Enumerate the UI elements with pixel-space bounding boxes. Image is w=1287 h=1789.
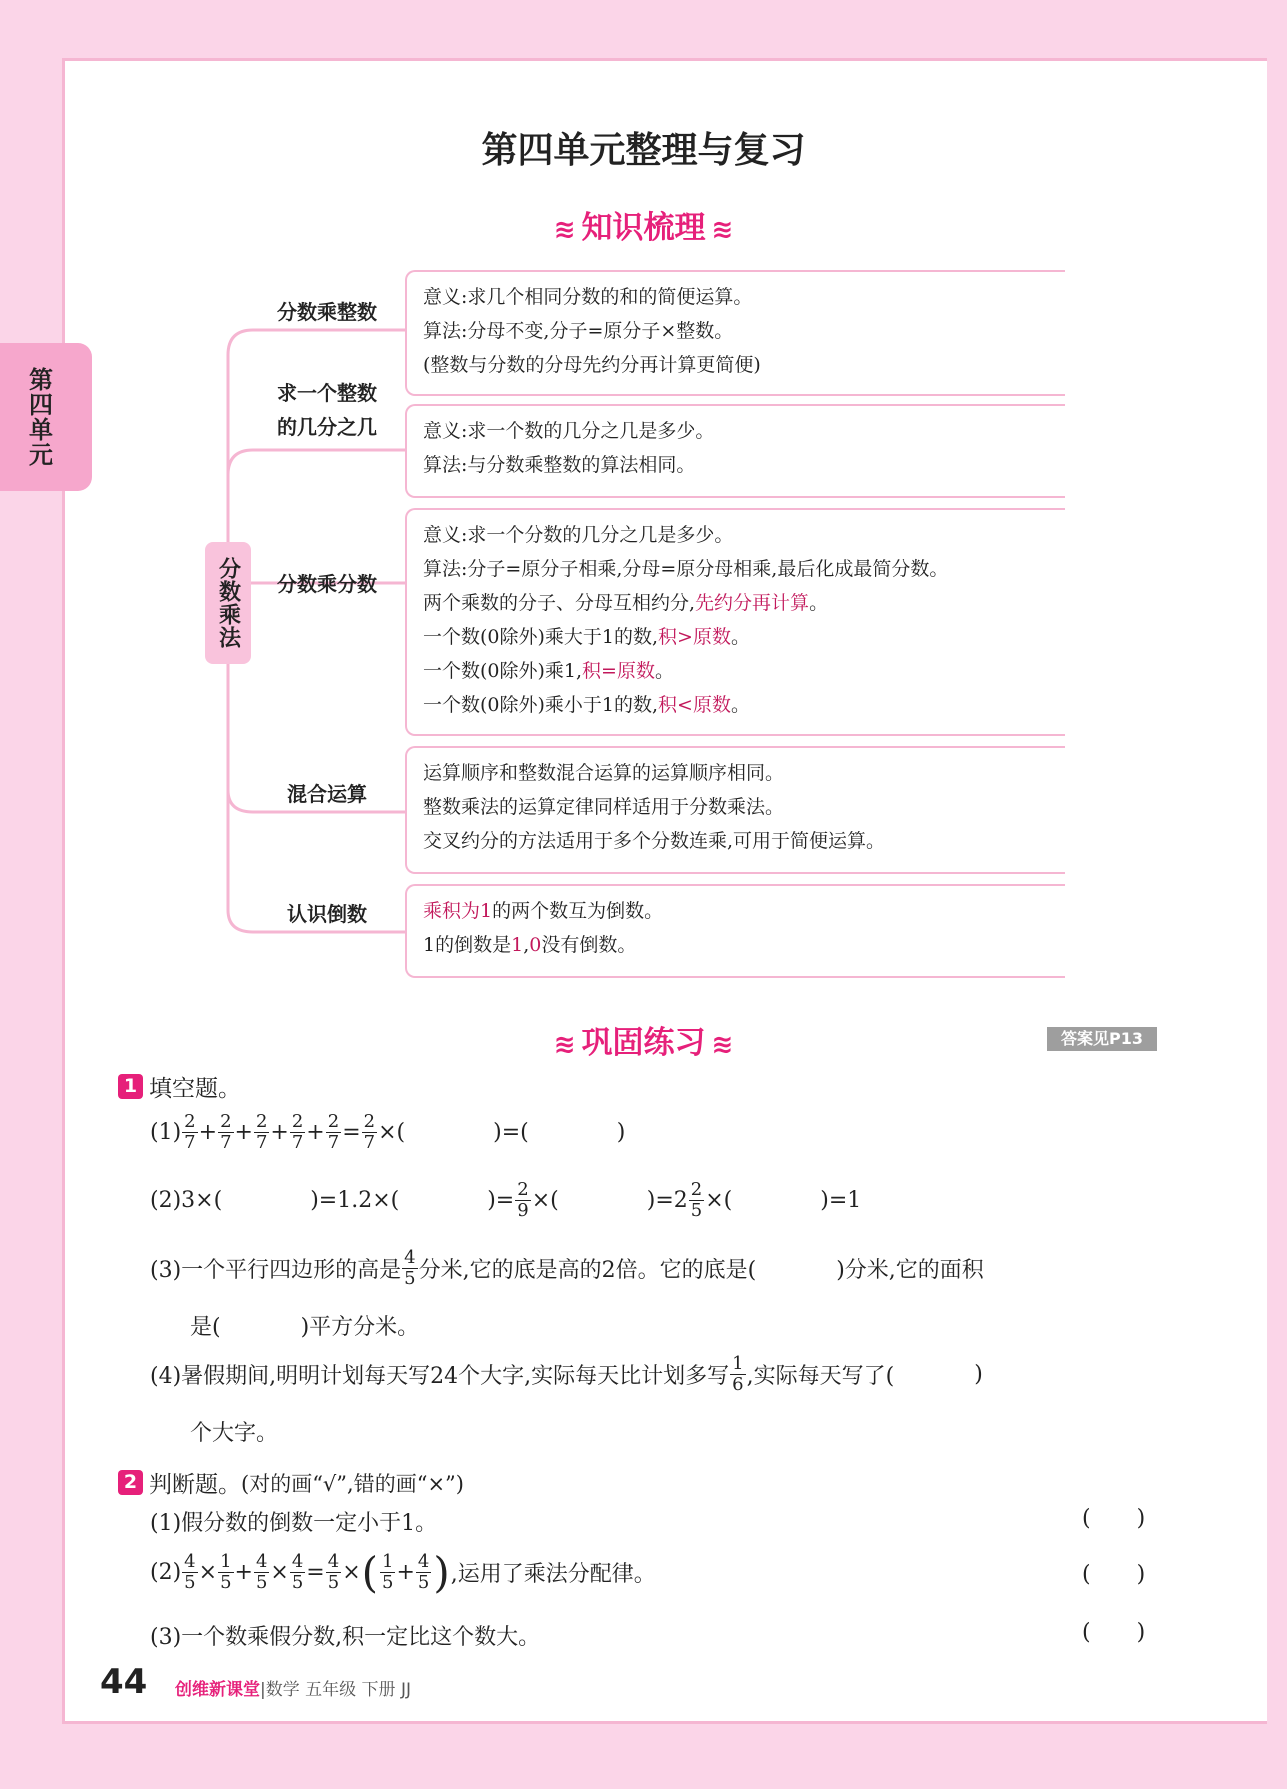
question-item: (1)假分数的倒数一定小于1。 xyxy=(150,1511,438,1536)
footer-term: 下册 xyxy=(361,1680,396,1700)
fraction: $\frac{4}{5}$ xyxy=(404,1247,416,1289)
fraction: $\frac{2}{9}$ xyxy=(517,1179,529,1221)
question-title: 判断题。 xyxy=(149,1472,241,1498)
fraction: $\frac{4}{5}$ xyxy=(184,1551,196,1593)
knowledge-box xyxy=(405,884,1065,978)
highlight-text: 乘积为1 xyxy=(423,900,493,922)
highlight-text: 积<原数 xyxy=(658,694,731,716)
fraction: $\frac{2}{5}$ xyxy=(690,1179,703,1221)
branch-label-line: 求一个整数 xyxy=(277,381,377,405)
question-item: (3)一个平行四边形的高是 $\frac{4}{5}$ 分米,它的底是高的2倍。它的底是( )分米,它的面积 xyxy=(150,1247,984,1289)
knowledge-box xyxy=(405,508,1065,736)
fraction: $\frac{2}{7}$ xyxy=(327,1111,340,1153)
question-item: (2)3×( )=1.2×( )= $\frac{2}{9}$ ×( )=2 $\frac{2}{5}$ ×( )=1 xyxy=(150,1179,862,1221)
knowledge-box xyxy=(405,746,1065,874)
question-number-badge: 1 xyxy=(118,1074,143,1099)
highlight-text: 0 xyxy=(529,934,542,956)
fraction: $\frac{1}{5}$ xyxy=(220,1551,232,1593)
fraction: $\frac{1}{6}$ xyxy=(732,1353,744,1395)
wave-icon: ≋ xyxy=(553,1030,576,1060)
branch-label: 混合运算 xyxy=(287,782,367,806)
knowledge-line: 一个数(0除外)乘大于1的数,积>原数。 xyxy=(423,626,750,648)
knowledge-line: 整数乘法的运算定律同样适用于分数乘法。 xyxy=(423,796,785,818)
page-number: 44 xyxy=(100,1662,148,1702)
knowledge-line: 运算顺序和整数混合运算的运算顺序相同。 xyxy=(423,762,785,784)
unit-side-tab-label: 第四单元 xyxy=(24,367,53,467)
knowledge-line: 一个数(0除外)乘1,积=原数。 xyxy=(423,660,674,682)
branch-label xyxy=(262,376,392,444)
question-item: (3)一个数乘假分数,积一定比这个数大。 xyxy=(150,1625,541,1650)
answer-reference-badge: 答案见P13 xyxy=(1047,1027,1157,1051)
fraction: $\frac{2}{7}$ xyxy=(291,1111,304,1153)
branch-label: 分数乘分数 xyxy=(277,572,377,596)
fraction: $\frac{2}{7}$ xyxy=(184,1111,196,1153)
section-heading-label: 巩固练习 xyxy=(581,1025,706,1061)
knowledge-box xyxy=(405,404,1065,498)
question-item: (2) $\frac{4}{5}$ × $\frac{1}{5}$ + $\frac{4}{5}$ × $\frac{4}{5}$ = $\frac{4}{5}$ × ( $\frac{1}{5}$ + $\frac{4}{5}$ ) ,运用了乘法分配律。 xyxy=(150,1547,656,1597)
knowledge-line: 一个数(0除外)乘小于1的数,积<原数。 xyxy=(423,694,750,716)
question-item-continued: 个大字。 xyxy=(190,1421,279,1446)
wave-icon: ≋ xyxy=(711,215,734,245)
question-item: (1) $\frac{2}{7}$ + $\frac{2}{7}$ + $\frac{2}{7}$ + $\frac{2}{7}$ + $\frac{2}{7}$ = $\frac{2}{7}$ ×( )=( ) xyxy=(150,1111,626,1153)
branch-label: 认识倒数 xyxy=(287,902,367,926)
knowledge-line: 意义:求几个相同分数的和的简便运算。 xyxy=(423,286,753,308)
question-number-badge: 2 xyxy=(118,1470,143,1495)
judgement-answer-slot[interactable]: ( ) xyxy=(1082,1506,1146,1531)
tree-root-label: 分数乘法 xyxy=(215,557,241,649)
wave-icon: ≋ xyxy=(553,215,576,245)
footer-edition: JJ xyxy=(400,1680,411,1700)
branch-label: 分数乘整数 xyxy=(277,300,377,324)
fraction: $\frac{2}{7}$ xyxy=(363,1111,376,1153)
series-brand: 创维新课堂 xyxy=(175,1680,260,1700)
knowledge-line: 算法:分子=原分子相乘,分母=原分母相乘,最后化成最简分数。 xyxy=(423,558,949,580)
branch-label-line: 的几分之几 xyxy=(277,415,377,439)
footer-series: 创维新课堂|数学 五年级 下册 JJ xyxy=(175,1680,411,1700)
tree-root xyxy=(205,542,251,664)
fraction: $\frac{4}{5}$ xyxy=(327,1551,340,1593)
footer-grade: 五年级 xyxy=(305,1680,357,1700)
highlight-text: 积=原数 xyxy=(582,660,655,682)
knowledge-line: (整数与分数的分母先约分再计算更简便) xyxy=(423,354,761,376)
knowledge-line: 算法:与分数乘整数的算法相同。 xyxy=(423,454,696,476)
judgement-answer-slot[interactable]: ( ) xyxy=(1082,1620,1146,1645)
question-heading xyxy=(118,1070,241,1103)
fraction: $\frac{1}{5}$ xyxy=(382,1551,394,1593)
highlight-text: 先约分再计算 xyxy=(695,592,810,614)
connector-line xyxy=(228,450,405,480)
knowledge-line: 意义:求一个分数的几分之几是多少。 xyxy=(423,524,734,546)
knowledge-line: 乘积为1的两个数互为倒数。 xyxy=(423,900,664,922)
question-heading xyxy=(118,1466,464,1499)
knowledge-line: 交叉约分的方法适用于多个分数连乘,可用于简便运算。 xyxy=(423,830,886,852)
section-heading-label: 知识梳理 xyxy=(581,210,706,246)
fraction: $\frac{2}{7}$ xyxy=(220,1111,232,1153)
judgement-answer-slot[interactable]: ( ) xyxy=(1082,1562,1146,1587)
fraction: $\frac{2}{7}$ xyxy=(255,1111,268,1153)
knowledge-line: 意义:求一个数的几分之几是多少。 xyxy=(423,420,715,442)
question-title: 填空题。 xyxy=(149,1076,241,1102)
fraction: $\frac{4}{5}$ xyxy=(291,1551,304,1593)
question-item-continued: 是( )平方分米。 xyxy=(190,1315,420,1340)
knowledge-line: 1的倒数是1,0没有倒数。 xyxy=(423,934,637,956)
fraction: $\frac{4}{5}$ xyxy=(255,1551,268,1593)
knowledge-box xyxy=(405,270,1065,396)
fraction: $\frac{4}{5}$ xyxy=(417,1551,430,1593)
knowledge-line: 算法:分母不变,分子=原分子×整数。 xyxy=(423,320,734,342)
footer-subject: 数学 xyxy=(265,1680,300,1700)
highlight-text: 积>原数 xyxy=(658,626,731,648)
wave-icon: ≋ xyxy=(711,1030,734,1060)
knowledge-line: 两个乘数的分子、分母互相约分,先约分再计算。 xyxy=(423,592,829,614)
question-item: (4)暑假期间,明明计划每天写24个大字,实际每天比计划多写 $\frac{1}{6}$ ,实际每天写了( ) xyxy=(150,1353,983,1395)
question-hint: (对的画“√”,错的画“×”) xyxy=(241,1471,464,1496)
highlight-text: 1 xyxy=(511,934,524,956)
page-title: 第四单元整理与复习 xyxy=(481,130,806,171)
